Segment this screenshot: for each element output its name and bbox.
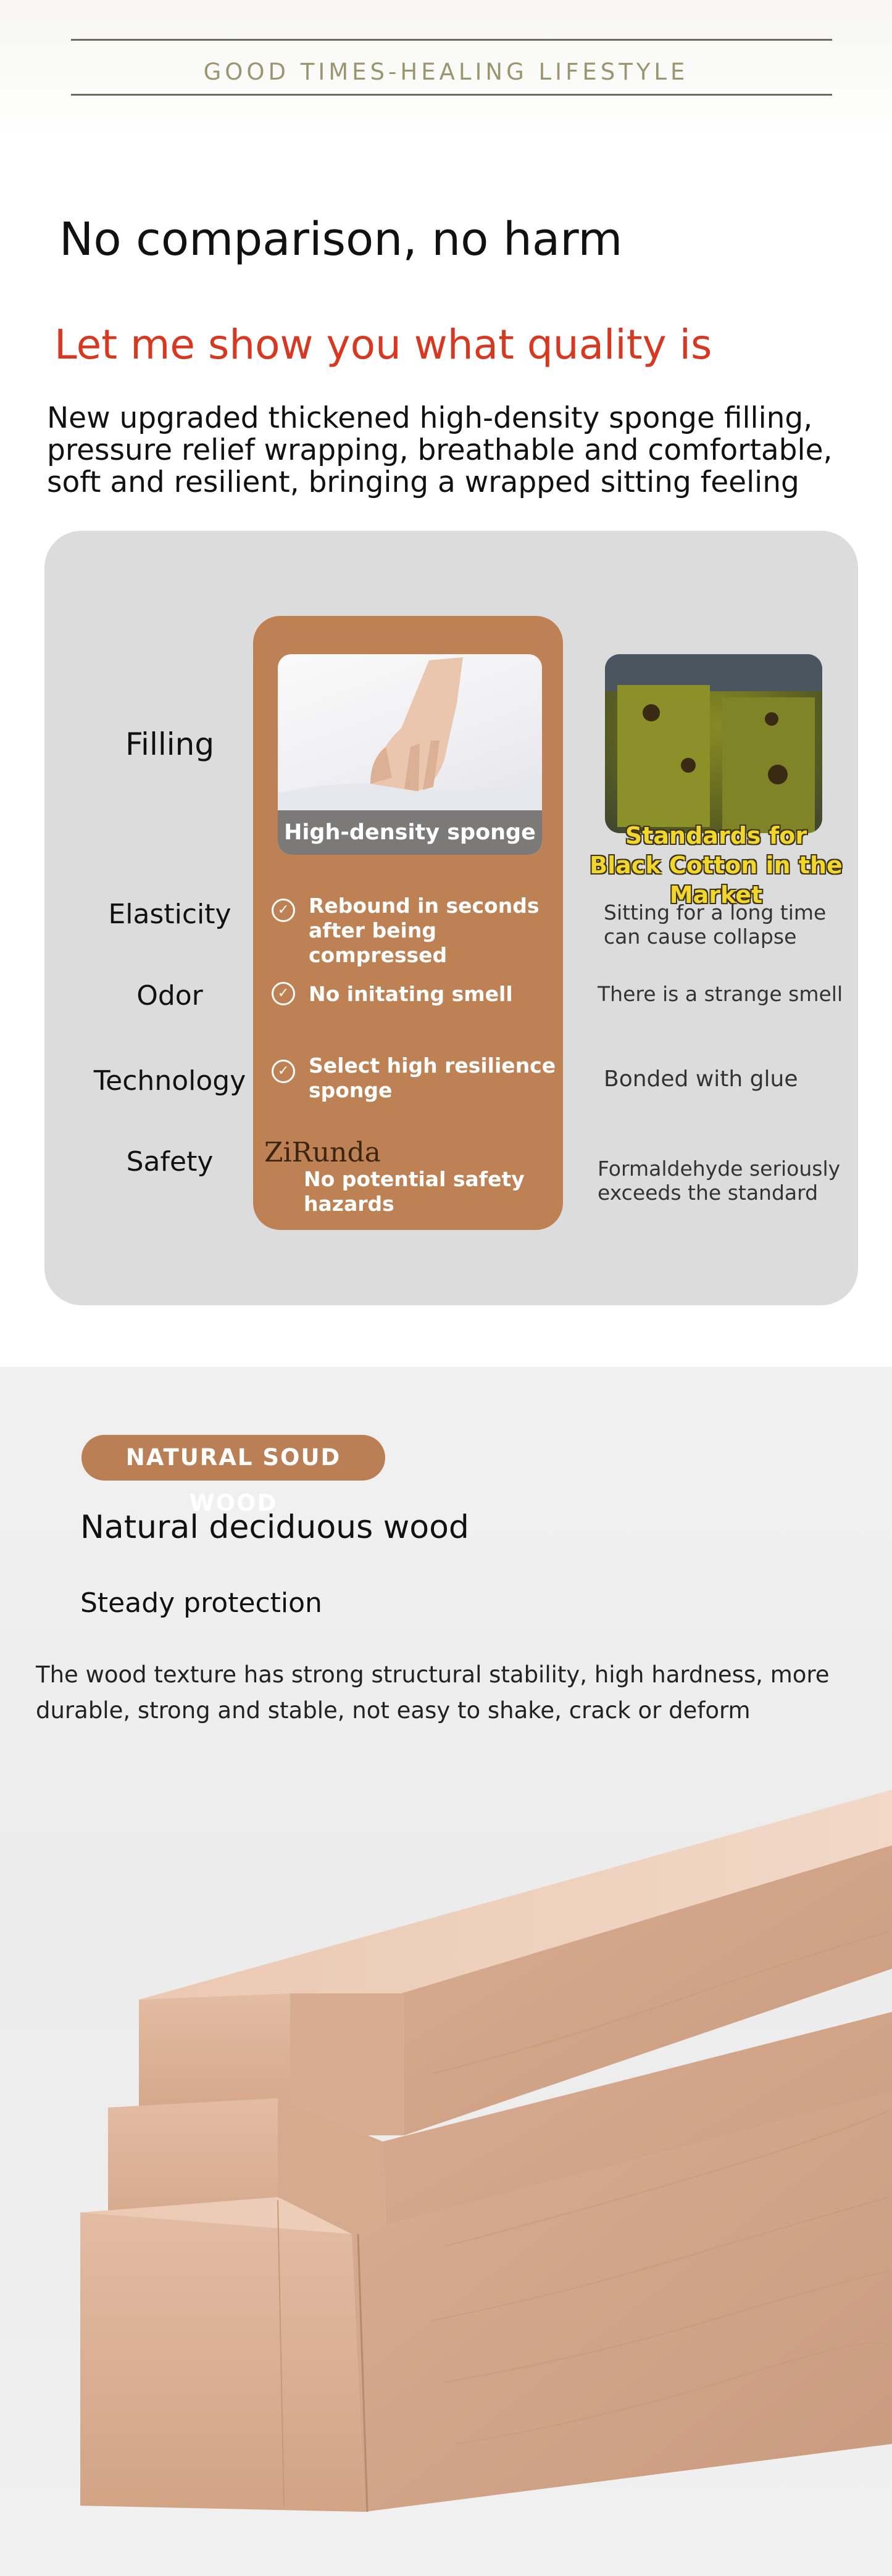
check-circle-icon: ✓ xyxy=(272,1060,295,1083)
header-top-rule xyxy=(71,39,832,41)
wood-heading: Natural deciduous wood xyxy=(80,1509,469,1546)
section-subheading: Let me show you what quality is xyxy=(54,321,712,368)
wood-description: The wood texture has strong structural stability, high hardness, more durable, strong and stable, not easy to shake, crack or deform xyxy=(36,1661,830,1724)
section-heading: No comparison, no harm xyxy=(59,213,623,266)
brand-tagline: GOOD TIMES-HEALING LIFESTYLE xyxy=(203,59,689,85)
market-filling-label: Standards for Black Cotton in the Market xyxy=(590,822,843,908)
wood-subheading: Steady protection xyxy=(80,1587,322,1619)
wood-beams-image xyxy=(0,1765,892,2576)
sponge-photo xyxy=(278,654,542,855)
row-label-filling: Filling xyxy=(125,726,215,762)
row-label-elasticity: Elasticity xyxy=(108,899,231,930)
check-circle-icon: ✓ xyxy=(272,982,295,1005)
black-cotton-photo xyxy=(605,654,822,833)
our-technology-text: Select high resilience sponge xyxy=(309,1053,556,1102)
check-circle-icon: ✓ xyxy=(272,899,295,922)
our-filling-label: High-density sponge xyxy=(278,810,542,855)
row-label-odor: Odor xyxy=(136,980,203,1012)
natural-wood-badge: NATURAL SOUD WOOD xyxy=(81,1435,385,1481)
brand-signature: ZiRunda xyxy=(264,1137,381,1168)
our-elasticity-text: Rebound in seconds after being compressed xyxy=(309,894,540,967)
market-elasticity-text: Sitting for a long time can cause collapse xyxy=(604,900,827,949)
black-cotton-image xyxy=(605,654,822,833)
header-bottom-rule xyxy=(71,94,832,96)
market-technology-text: Bonded with glue xyxy=(604,1066,798,1092)
market-safety-text: Formaldehyde seriously exceeds the standard xyxy=(598,1157,841,1205)
market-odor-text: There is a strange smell xyxy=(598,982,843,1006)
our-safety-text: No potential safety hazards xyxy=(304,1167,525,1216)
row-label-technology: Technology xyxy=(93,1065,246,1097)
sponge-description: New upgraded thickened high-density sponge filling, pressure relief wrapping, breathable and comfortable, soft and resilient, bringing a wrapped sitting feeling xyxy=(47,401,833,499)
row-label-safety: Safety xyxy=(126,1146,214,1178)
our-odor-text: No initating smell xyxy=(309,982,513,1006)
